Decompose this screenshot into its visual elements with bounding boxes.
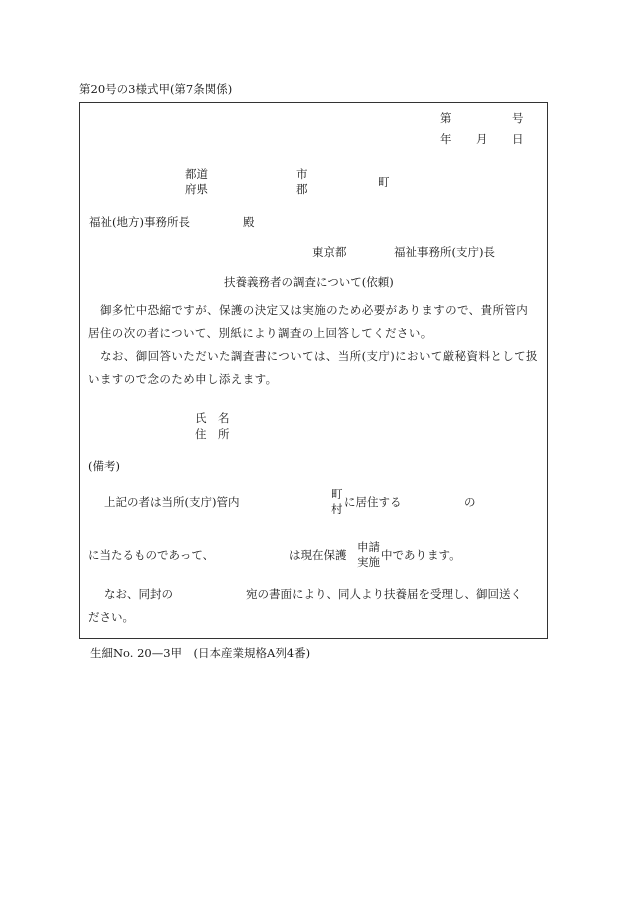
remarks-line3-middle: 宛の書面により、同人より扶養届を受理し、御回送く (246, 587, 522, 601)
remarks-mura: 村 (331, 502, 343, 516)
remarks-line3-prefix: なお、同封の (104, 587, 173, 601)
addressee-honorific: 殿 (243, 215, 255, 229)
remarks-jisshi: 実施 (357, 555, 380, 569)
city-top: 市 (296, 167, 308, 181)
body-paragraph-2: なお、御回答いただいた調査書については、当所(支庁)において厳秘資料として扱いますので念のため申し添えます。 (88, 349, 538, 386)
remarks-heading: (備考) (88, 459, 120, 473)
sender-metro: 東京都 (312, 245, 347, 259)
remarks-line4: ださい。 (88, 610, 134, 624)
remarks-line2-prefix: に当たるものであって、 (88, 548, 215, 562)
subject: 扶養義務者の調査について(依頼) (224, 275, 394, 289)
remarks-line1-prefix: 上記の者は当所(支庁)管内 (104, 495, 240, 509)
date-month: 月 (476, 132, 488, 146)
body-paragraph-1: 御多忙中恐縮ですが、保護の決定又は実施のため必要がありますので、貴所管内居住の次の者について、別紙により調査の上回答してください。 (88, 303, 529, 340)
prefecture-bottom: 府県 (185, 182, 208, 196)
number-dai: 第 (440, 111, 452, 125)
addressee-office: 福祉(地方)事務所長 (89, 215, 190, 229)
number-go: 号 (512, 111, 524, 125)
remarks-machi: 町 (331, 487, 343, 501)
person-name-label: 氏 名 (195, 411, 230, 425)
town: 町 (378, 175, 390, 189)
date-year: 年 (440, 132, 452, 146)
remarks-line2-suffix: 中であります。 (381, 548, 461, 562)
city-bottom: 郡 (296, 182, 308, 196)
person-address-label: 住 所 (195, 427, 230, 441)
remarks-line2-middle: は現在保護 (289, 548, 347, 562)
prefecture-top: 都道 (185, 167, 208, 181)
remarks-line1-suffix: の (464, 495, 476, 509)
remarks-line1-middle: に居住する (344, 495, 402, 509)
remarks-shinsei: 申請 (357, 540, 380, 554)
form-footer: 生細No. 20—3甲 (日本産業規格A列4番) (90, 646, 311, 660)
date-day: 日 (512, 132, 524, 146)
form-header: 第20号の3様式甲(第7条関係) (79, 82, 233, 96)
sender-office: 福祉事務所(支庁)長 (394, 245, 495, 259)
